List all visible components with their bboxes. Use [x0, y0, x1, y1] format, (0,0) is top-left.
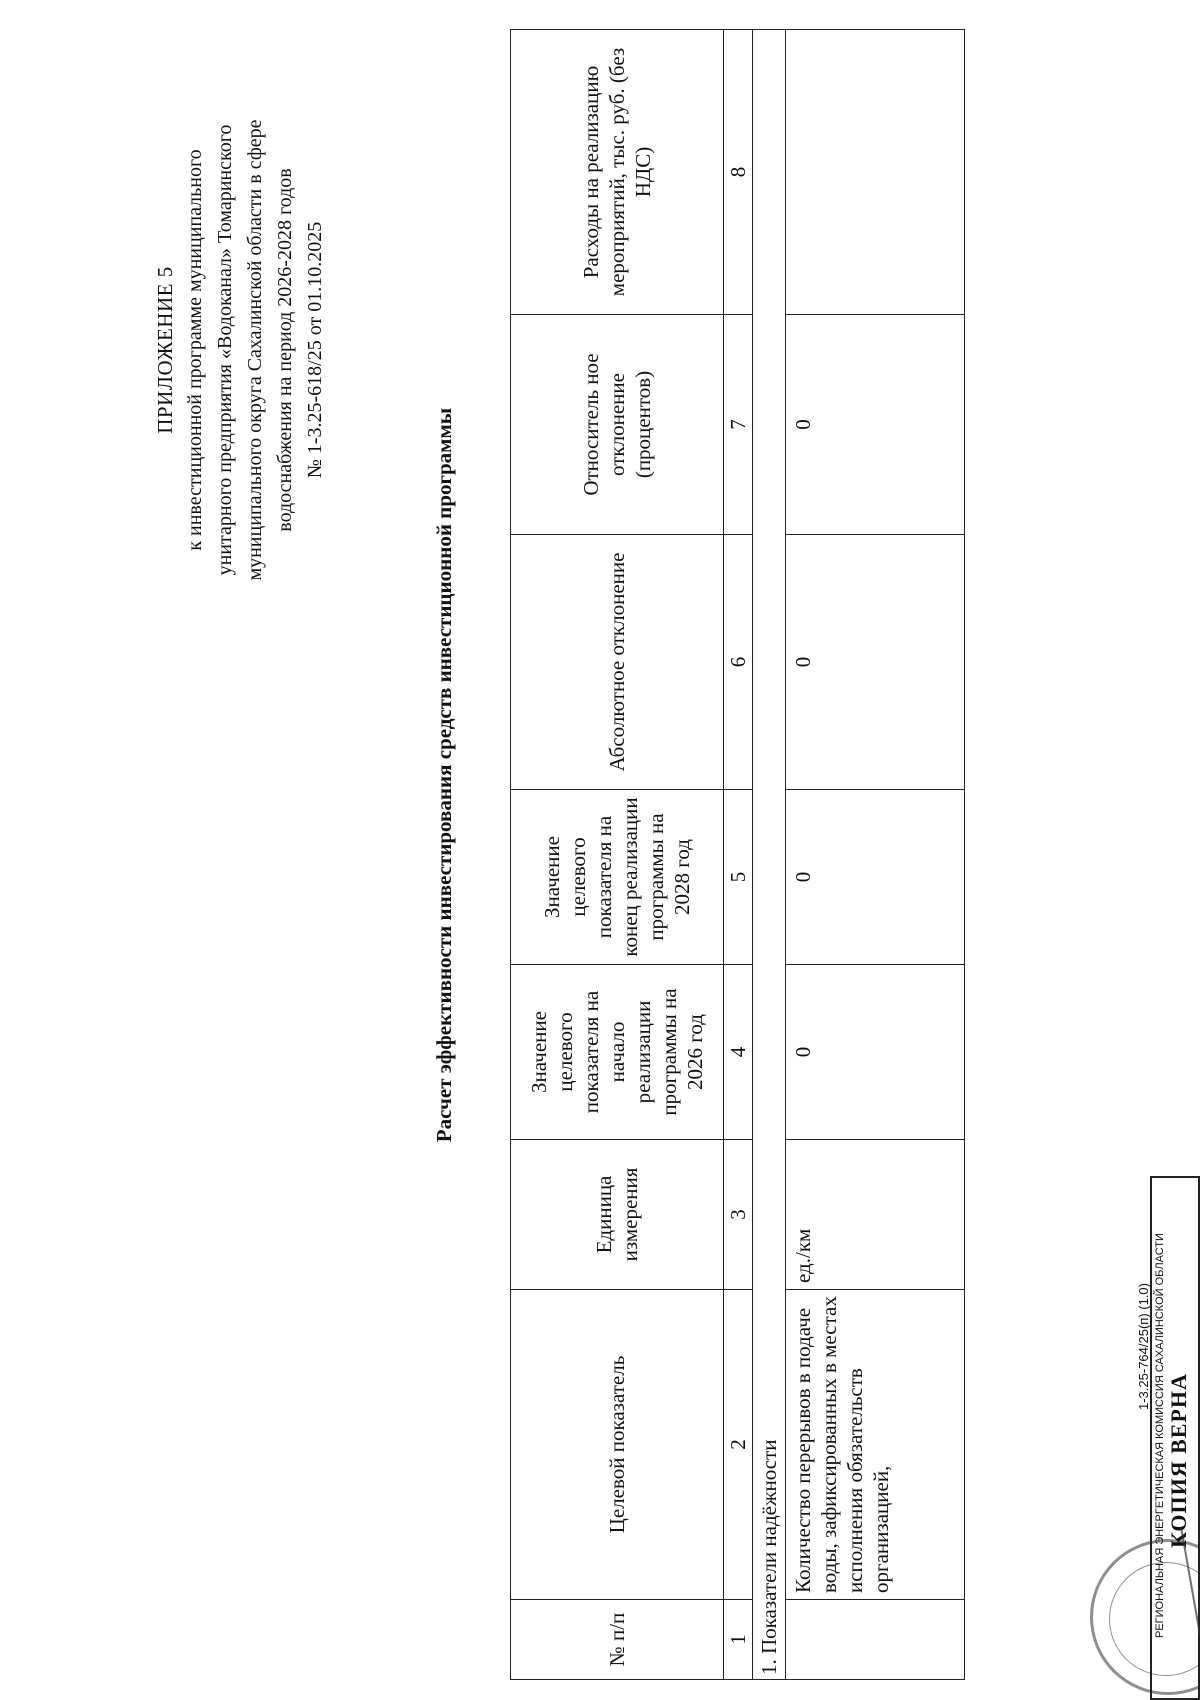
- header-rel-deviation: Относитель ное отклонение (процентов): [511, 315, 724, 535]
- cell-abs-deviation: 0: [786, 535, 965, 790]
- header-abs-deviation: Абсолютное отклонение: [511, 535, 724, 790]
- header-end-value: Значение целевого показателя на конец реализации программы на 2028 год: [511, 790, 724, 965]
- header-start-value: Значение целевого показателя на начало реализации программы на 2026 год: [511, 965, 724, 1140]
- header-expenses: Расходы на реализацию мероприятий, тыс. руб. (без НДС): [511, 30, 724, 315]
- appendix-line: водоснабжения на период 2026-2028 годов: [274, 168, 296, 532]
- column-number: 7: [724, 315, 753, 535]
- column-number-row: [724, 30, 753, 1680]
- certification-copy-label: КОПИЯ ВЕРНА: [1166, 1373, 1191, 1548]
- column-number: 1: [724, 1600, 753, 1680]
- certification-org: РЕГИОНАЛЬНАЯ ЭНЕРГЕТИЧЕСКАЯ КОМИССИЯ САХАЛИНСКОЙ ОБЛАСТИ: [1154, 1233, 1166, 1638]
- column-number: 5: [724, 790, 753, 965]
- column-number: 4: [724, 965, 753, 1140]
- cell-unit: ед./км: [786, 1140, 965, 1290]
- appendix-line: к инвестиционной программе муниципального: [184, 149, 206, 551]
- appendix-line: унитарного предприятия «Водоканал» Томаринского: [214, 124, 236, 576]
- appendix-title: ПРИЛОЖЕНИЕ 5: [153, 266, 177, 434]
- document-title: Расчет эффективности инвестирования средств инвестиционной программы: [432, 407, 456, 1143]
- column-number: 2: [724, 1290, 753, 1600]
- appendix-line: № 1-3.25-618/25 от 01.10.2025: [304, 221, 326, 479]
- header-row: [511, 30, 724, 1680]
- cell-indicator: Количество перерывов в подаче воды, зафиксированных в местах исполнения обязательств организацией,: [786, 1290, 965, 1600]
- cell-num: [786, 1600, 965, 1680]
- cell-rel-deviation: 0: [786, 315, 965, 535]
- header-num: № п/п: [511, 1600, 724, 1680]
- header-unit: Единица измерения: [511, 1140, 724, 1290]
- column-number: 6: [724, 535, 753, 790]
- cell-expenses: [786, 30, 965, 315]
- efficiency-table: [510, 29, 965, 1680]
- column-number: 8: [724, 30, 753, 315]
- appendix-header: [150, 0, 330, 700]
- appendix-line: муниципального округа Сахалинской области в сфере: [244, 119, 266, 581]
- cell-start-value: 0: [786, 965, 965, 1140]
- section-row: [753, 30, 786, 1680]
- header-indicator: Целевой показатель: [511, 1290, 724, 1600]
- cell-end-value: 0: [786, 790, 965, 965]
- footer-code: 1-3.25-764/25(п) (1.0): [1136, 1283, 1151, 1410]
- table-row: [786, 30, 965, 1680]
- section-title: 1. Показатели надёжности: [753, 30, 786, 1680]
- column-number: 3: [724, 1140, 753, 1290]
